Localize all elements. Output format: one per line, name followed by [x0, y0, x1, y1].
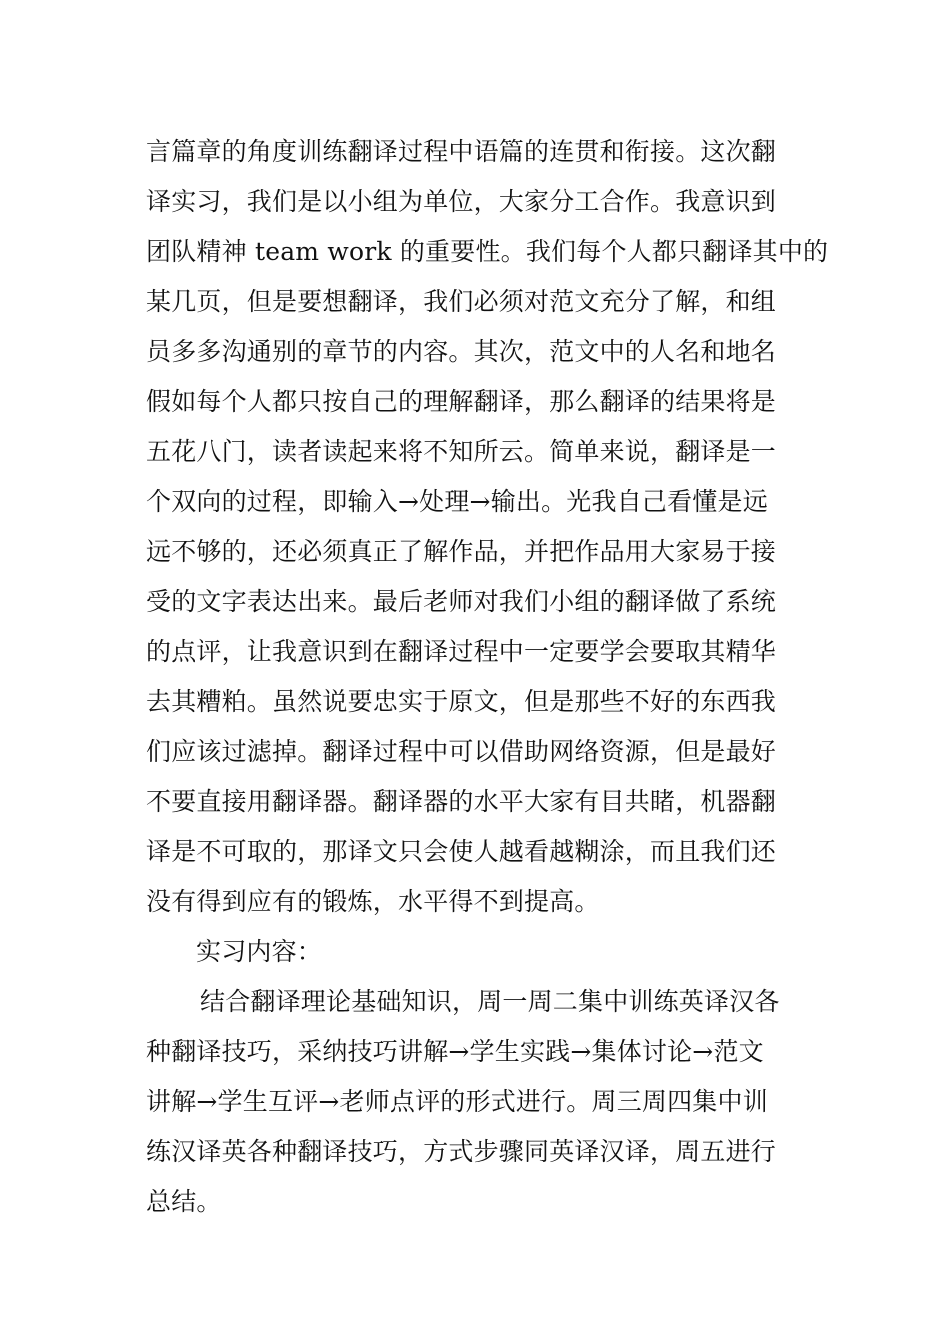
paragraph-line: 个双向的过程，即输入→处理→输出。光我自己看懂是远 [146, 487, 768, 516]
section-paragraph-line: 讲解→学生互评→老师点评的形式进行。周三周四集中训 [146, 1087, 768, 1116]
paragraph-line: 五花八门，读者读起来将不知所云。简单来说，翻译是一 [146, 437, 777, 466]
paragraph-line: 译是不可取的，那译文只会使人越看越糊涂，而且我们还 [146, 837, 777, 866]
paragraph-line: 某几页，但是要想翻译，我们必须对范文充分了解，和组 [146, 287, 777, 316]
section-paragraph-line: 总结。 [146, 1187, 222, 1216]
section-paragraph-line: 练汉译英各种翻译技巧，方式步骤同英译汉译，周五进行 [146, 1137, 777, 1166]
paragraph-line: 的点评，让我意识到在翻译过程中一定要学会要取其精华 [146, 637, 777, 666]
paragraph-line: 团队精神 team work 的重要性。我们每个人都只翻译其中的 [146, 237, 829, 266]
paragraph-line: 员多多沟通别的章节的内容。其次，范文中的人名和地名 [146, 337, 777, 366]
paragraph-line: 没有得到应有的锻炼，水平得不到提高。 [146, 887, 600, 916]
paragraph-line: 们应该过滤掉。翻译过程中可以借助网络资源，但是最好 [146, 737, 777, 766]
section-paragraph-line: 种翻译技巧，采纳技巧讲解→学生实践→集体讨论→范文 [146, 1037, 764, 1066]
section-heading: 实习内容： [196, 937, 323, 966]
section-paragraph-line: 结合翻译理论基础知识，周一周二集中训练英译汉各 [200, 987, 780, 1016]
paragraph-line: 远不够的，还必须真正了解作品，并把作品用大家易于接 [146, 537, 777, 566]
paragraph-line: 译实习，我们是以小组为单位，大家分工合作。我意识到 [146, 187, 777, 216]
paragraph-line: 假如每个人都只按自己的理解翻译，那么翻译的结果将是 [146, 387, 777, 416]
paragraph-line: 去其糟粕。虽然说要忠实于原文，但是那些不好的东西我 [146, 687, 777, 716]
paragraph-line: 不要直接用翻译器。翻译器的水平大家有目共睹，机器翻 [146, 787, 777, 816]
paragraph-line: 受的文字表达出来。最后老师对我们小组的翻译做了系统 [146, 587, 777, 616]
paragraph-line: 言篇章的角度训练翻译过程中语篇的连贯和衔接。这次翻 [146, 137, 777, 166]
